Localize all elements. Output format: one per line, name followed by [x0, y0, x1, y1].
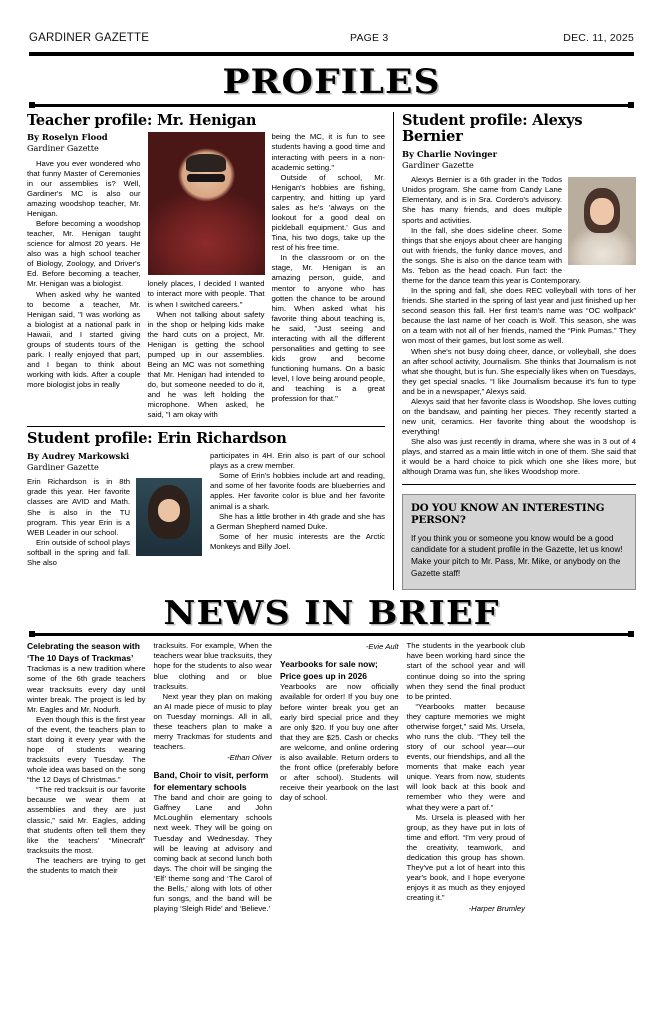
section-banner-news-in-brief: NEWS IN BRIEF	[163, 592, 500, 632]
yearbook-signature: -Harper Brumley	[468, 904, 525, 914]
paragraph: lonely places, I decided I wanted to interact more with people. That is when I switched careers."	[147, 279, 265, 309]
teacher-profile-headline: Teacher profile: Mr. Henigan	[27, 111, 257, 129]
interesting-person-callout	[402, 494, 636, 590]
page-number: PAGE 3	[350, 32, 389, 44]
paragraph: participates in 4H. Erin also is part of our school plays as a crew member.	[210, 451, 385, 471]
trackmas-signature: -Ethan Oliver	[227, 753, 272, 763]
mr-henigan-photo	[148, 132, 265, 275]
paragraph: When not talking about safety in the shop or helping kids make the hard cuts on a project, Mr. Henigan is getting the school pumped up in our assemblies. Being an MC was not something that Mr. Henigan had intended to do, but someone needed to do it, and he was left holding the microphone. When asked, he said, "I am okay with	[147, 309, 265, 420]
trackmas-body-2	[154, 641, 273, 752]
publication-name: GARDINER GAZETTE	[29, 32, 150, 44]
alexys-profile-article	[393, 112, 636, 590]
masthead-rule	[29, 52, 634, 56]
paragraph: She also was just recently in drama, where she was in 3 out of 4 plays, and starred as a main little witch in one of them. She said that it would be a hard choice to pick which one she likes more, but although Drama was fun, she likes Woodshop more.	[402, 437, 636, 477]
paragraph: Alexys Bernier is a 6th grader in the Todos Unidos program. She came from Candy Lane Elementary, and is in Sra. Cordero's advisory. She has many friends, and does multiple sports and activities.	[402, 175, 562, 225]
teacher-profile-article	[27, 112, 393, 590]
erin-profile-byline-org: Gardiner Gazette	[27, 461, 99, 472]
news-column-3	[280, 641, 399, 914]
paragraph: tracksuits. For example, When the teachers wear blue tracksuits, they hope for the students to also wear blue clothing and or blue tracksuits.	[153, 641, 272, 691]
profiles-section	[27, 112, 636, 590]
teacher-profile-byline: By Roselyn Flood	[27, 132, 108, 143]
paragraph: Next year they plan on making an AI made piece of music to play on Tuesday mornings. All in all, these teachers plan to make a merry Trackmas for students and teachers.	[153, 691, 272, 752]
erin-profile-body-2	[210, 451, 385, 552]
paragraph: The teachers are trying to get the students to match their	[27, 855, 146, 875]
teacher-profile-column-3	[272, 132, 386, 420]
paragraph: Erin outside of school plays softball in the spring and fall. She also	[27, 537, 130, 567]
paragraph: In the fall, she does sideline cheer. Some things that she enjoys about cheer are hanging out with friends, the funky dance moves, and the songs. She is also on the dance team with Ms. Tebon as the head coach. Fun fact: the theme for the dance team this year is Contemporary.	[402, 225, 581, 285]
erin-profile-top-rule	[27, 426, 385, 427]
band-choir-headline-line2: for elementary schools	[153, 781, 247, 792]
alexys-profile-byline: By Charlie Novinger	[402, 149, 498, 160]
paragraph: Trackmas is a new tradition where some of the 6th grade teachers wear tracksuits every day until winter break. The project is led by Mr. Eagles and Mr. Nodurft.	[27, 664, 146, 714]
paragraph: In the classroom or on the stage, Mr. Henigan is an amazing person, guide, and mentor to anyone who has gotten the chance to be around him. When asked what his favorite thing about teaching is, he said, "Just seeing and interacting with all the different personalities and getting to see kids grow and become functioning humans. On a basic level, I love being around people, and teaching is a great profession for that."	[271, 253, 385, 404]
erin-profile-byline: By Audrey Markowski	[27, 451, 130, 462]
trackmas-body-1	[27, 664, 146, 876]
trackmas-headline-line2: ‘The 10 Days of Trackmas’	[27, 652, 134, 663]
callout-body: If you think you or someone you know would be a good candidate for a student profile in the Gazette, let us know! Make your pitch to Mr. Pass, Mr. Mike, or anybody on the Gazette staff!	[411, 532, 623, 578]
yearbook-body-2	[407, 641, 526, 903]
teacher-profile-body-2	[148, 279, 265, 420]
paragraph: Alexys said that her favorite class is Woodshop. She loves cutting on the bandsaw, and painting her pieces. They recently started a new unit, ceramics. Her favorite thing about the woodshop is everything!	[402, 396, 636, 437]
erin-profile-columns	[27, 451, 385, 568]
paragraph: “Yearbooks matter because they capture memories we might otherwise forget,” said Ms. Ursela, who runs the club. “They tell the story of our school year—our events, our friendships, and all the moments that make each year unique. Years from now, students will look back at this book and remember who they were and what they were a part of.”	[406, 701, 525, 812]
paragraph: Yearbooks are now officially available for order! If you buy one before winter break you get an early bird special price and they are only $20. If you buy one after that they are $25. Cash or checks are welcome, and online ordering is also available. Return orders to the front office (preferably before or after school). Students will receive their yearbook on the last day of school.	[280, 682, 399, 803]
paragraph: The students in the yearbook club have been working hard since the start of the school year and will continue doing so into the spring when they send the final product to be printed.	[406, 641, 525, 701]
teacher-profile-column-1	[27, 132, 141, 420]
teacher-profile-columns	[27, 132, 385, 420]
paragraph: being the MC, it is fun to see students having a good time and interacting with peers in a non-academic setting."	[271, 132, 385, 172]
erin-profile-column-2	[210, 451, 385, 568]
paragraph: Some of her music interests are the Arctic Monkeys and Billy Joel.	[210, 531, 385, 551]
paragraph: Erin Richardson is in 8th grade this year. Her favorite classes are AVID and Math. She is also in the TU program. This year Erin is a WEB Leader in our school.	[27, 477, 130, 537]
masthead	[27, 26, 636, 50]
callout-title: DO YOU KNOW AN INTERESTING PERSON?	[411, 501, 605, 526]
paragraph: When she's not busy doing cheer, dance, or volleyball, she does an after school activity, Journalism. She thinks that Journalism is not what she thought, but is fun. She especially likes when on Tuesdays, they get special snacks. “I like Journalism because it's fun to type and be in a newspaper,” Alexys said.	[402, 346, 636, 396]
news-divider-rule	[29, 633, 634, 636]
yearbook-headline-line1: Yearbooks for sale now;	[280, 659, 378, 670]
yearbook-body-1	[280, 682, 399, 803]
news-column-1	[27, 641, 146, 914]
trackmas-headline-line1: Celebrating the season with	[27, 641, 140, 652]
news-column-4	[407, 641, 526, 914]
teacher-profile-column-2	[148, 132, 265, 420]
yearbook-headline-line2: Price goes up in 2026	[280, 670, 367, 681]
alexys-bernier-photo	[568, 177, 636, 265]
paragraph: When asked why he wanted to become a teacher, Mr. Henigan said, "I was working as a biologist at a national park in Hawaii, and I started giving groups of students tours of the park. I really enjoyed that part, and I began to think about working with kids. After a couple more biologist jobs in really	[27, 289, 141, 390]
issue-date: DEC. 11, 2025	[563, 32, 634, 44]
band-choir-signature: -Evie Ault	[365, 642, 399, 652]
erin-profile-column-1	[27, 451, 202, 568]
paragraph: She has a little brother in 4th grade and she has a German Shepherd named Duke.	[210, 511, 385, 531]
erin-profile-article	[27, 431, 385, 568]
teacher-profile-body-1	[27, 159, 141, 391]
paragraph: In the spring and fall, she does REC volleyball with tons of her friends. She started in the spring of last year and just finished up her second season this fall. Her first team's name was “OC wolfpack” because the last name of her coach is Wolf. This season, she was on a team with not all of her friends, named the “Pink Pumas.” They won most of their games, but lost some as well.	[402, 286, 636, 346]
paragraph: Have you ever wondered who that funny Master of Ceremonies in our assemblies is? Well, Gardiner's MC is also our amazing woodshop teacher, Mr. Henigan.	[27, 158, 141, 218]
teacher-profile-byline-org: Gardiner Gazette	[27, 142, 99, 153]
paragraph: “The red tracksuit is our favorite because we wear them at assemblies and they are just classic,” said Mr. Eagles, adding that students often tell them they like the teachers' “Minecraft” tracksuits the most.	[27, 785, 146, 855]
erin-richardson-photo	[136, 478, 202, 556]
news-column-2	[154, 641, 273, 914]
teacher-profile-body-3	[272, 132, 386, 404]
paragraph: Some of Erin's hobbies include art and reading, and some of her favorite foods are blueberries and apples. Her favorite color is blue and her favorite animal is a shark.	[210, 471, 385, 511]
paragraph: Even though this is the first year of the event, the teachers plan to start doing it every year with the hope of students wearing tracksuits every Tuesday. The whole idea was based on the song “the 12 Days of Christmas.”	[27, 714, 146, 785]
band-choir-body-1	[154, 793, 273, 914]
alexys-profile-headline: Student profile: Alexys Bernier	[402, 111, 583, 146]
paragraph: Outside of school, Mr. Henigan's hobbies are fishing, carpentry, and hitting up yard sales as he's 'always on the lookout for a good deal on pickleball equipment.' Gus and Tina, his two dogs, take up the rest of his free time.	[271, 172, 385, 253]
paragraph: The band and choir are going to Gaffney Lane and John McLoughlin elementary schools next week. They will be going on Tuesday and Wednesday. They will be leaving at advisory and coming back at second lunch both days. The choir will be singing the ‘Elf’ theme song and ‘The Carol of the Bells,’ along with lots of other fun songs, and the band will be playing ‘Sleigh Ride’ and ‘Believe.’	[153, 793, 272, 914]
news-in-brief-section	[27, 641, 636, 914]
profiles-divider-rule	[29, 104, 634, 107]
paragraph: Before becoming a woodshop teacher, Mr. Henigan taught science for almost 20 years. He also was a high school teacher of Biology, Zoology, and Driver's Ed. Before becoming a teacher, Mr. Henigan was a biologist.	[27, 218, 141, 289]
callout-top-rule	[402, 484, 636, 485]
band-choir-headline-line1: Band, Choir to visit, perform	[153, 770, 269, 781]
section-banner-profiles: PROFILES	[222, 62, 441, 102]
alexys-profile-byline-org: Gardiner Gazette	[402, 159, 474, 170]
paragraph: Ms. Ursela is pleased with her group, as they have put in lots of time and effort. “I'm very proud of the creativity, teamwork, and dedication this group has shown. They've put a lot of heart into this year's book, and I hope everyone enjoys it as much as they enjoyed creating it.”	[406, 812, 525, 903]
erin-profile-headline: Student profile: Erin Richardson	[27, 430, 287, 448]
